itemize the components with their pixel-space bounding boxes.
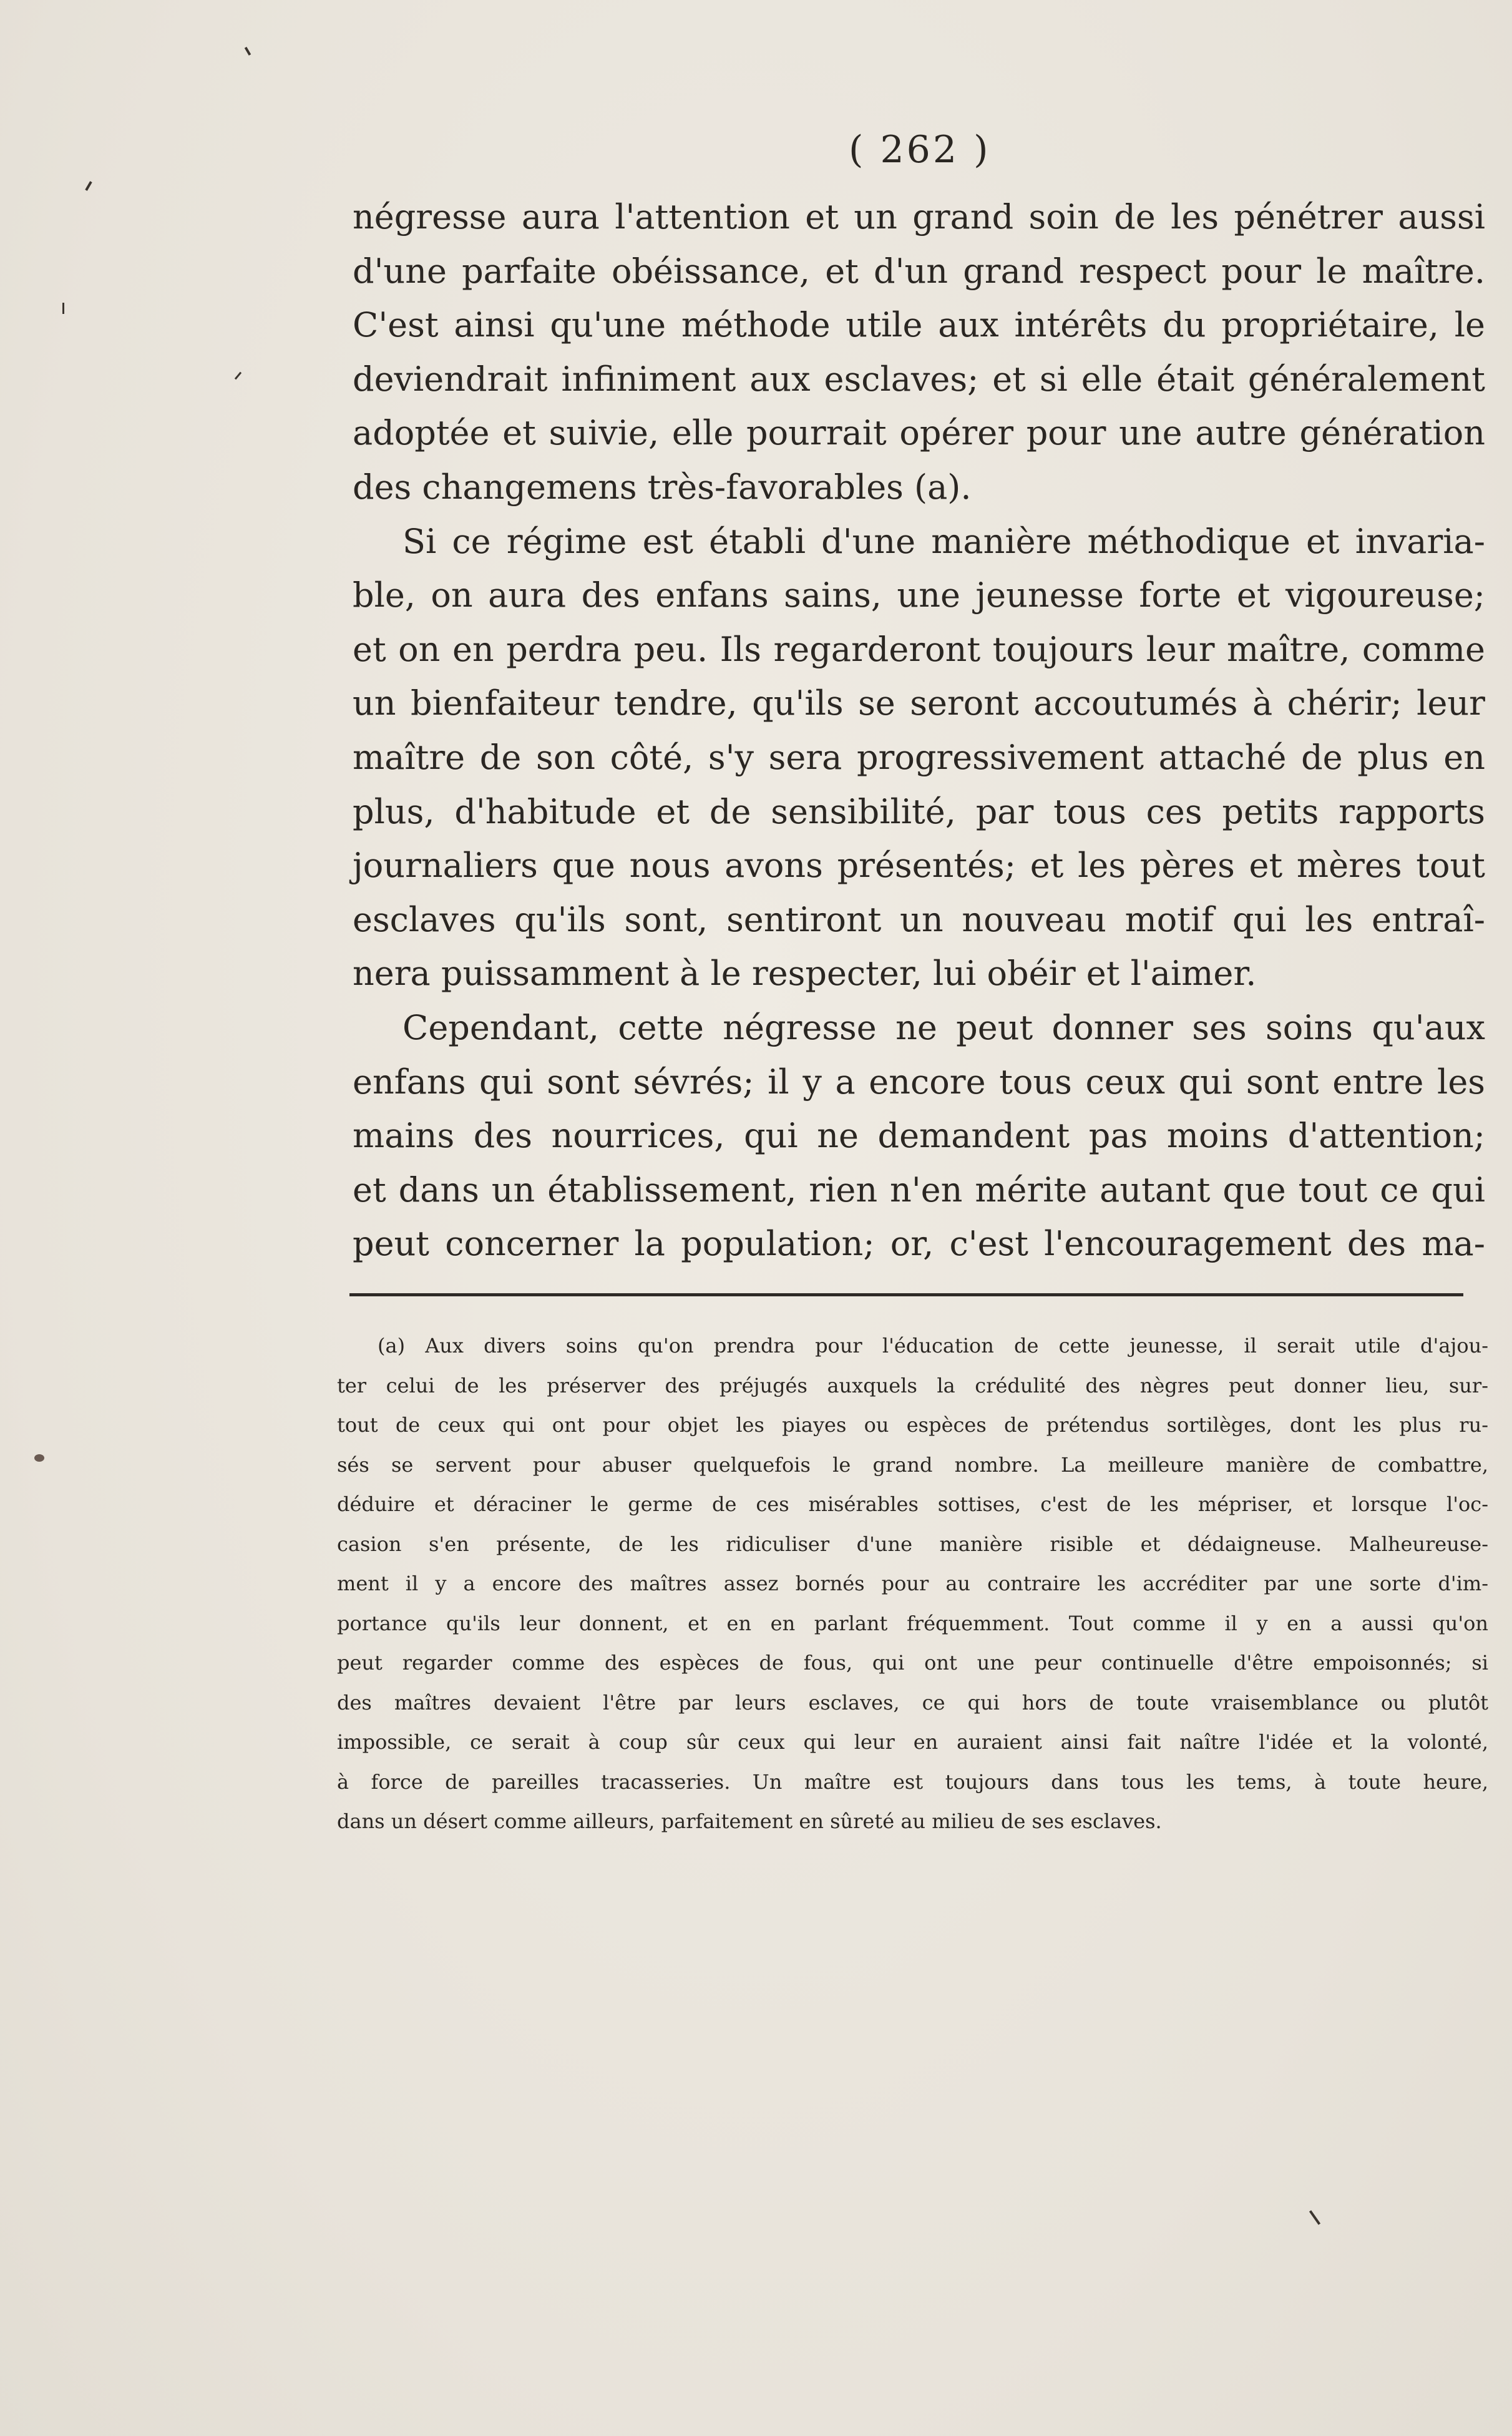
text-line: enfans qui sont sévrés; il y a encore tous ceux qui sont entre les	[353, 1062, 1485, 1102]
page-number: ( 262 )	[849, 128, 991, 172]
text-line: peut concerner la population; or, c'est l'encouragement des ma-	[353, 1224, 1485, 1264]
footnote-line: (a) Aux divers soins qu'on prendra pour l'éducation de cette jeunesse, il serait utile d'ajou-	[378, 1334, 1488, 1357]
paper-speck	[34, 1454, 44, 1462]
paper-speck	[62, 303, 64, 314]
footnote-line: déduire et déraciner le germe de ces misérables sottises, c'est de les mépriser, et lorsque l'oc-	[337, 1492, 1488, 1516]
footnote-line: sés se servent pour abuser quelquefois le grand nombre. La meilleure manière de combattre,	[337, 1452, 1488, 1477]
text-line: adoptée et suivie, elle pourrait opérer pour une autre génération	[353, 413, 1485, 453]
text-line: des changemens très-favorables (a).	[353, 467, 972, 507]
text-line: nera puissamment à le respecter, lui obéir et l'aimer.	[353, 954, 1257, 994]
paper-speck	[235, 372, 241, 380]
text-line: négresse aura l'attention et un grand soin de les pénétrer aussi	[353, 197, 1485, 237]
footnote-line: ment il y a encore des maîtres assez bornés pour au contraire les accréditer par une sorte d'im-	[337, 1572, 1488, 1595]
text-line: et on en perdra peu. Ils regarderont toujours leur maître, comme	[353, 629, 1485, 669]
footnote-line: peut regarder comme des espèces de fous, qui ont une peur continuelle d'être empoisonnés; si	[337, 1651, 1488, 1675]
text-line: esclaves qu'ils sont, sentiront un nouveau motif qui les entraî-	[353, 899, 1485, 939]
paper-speck	[245, 47, 251, 56]
text-line: journaliers que nous avons présentés; et les pères et mères tout	[353, 846, 1485, 886]
text-line: Cependant, cette négresse ne peut donner ses soins qu'aux	[402, 1007, 1485, 1047]
footnote-line: dans un désert comme ailleurs, parfaitement en sûreté au milieu de ses esclaves.	[337, 1809, 1162, 1833]
text-line: d'une parfaite obéissance, et d'un grand respect pour le maître.	[353, 251, 1485, 291]
footnote-line: impossible, ce serait à coup sûr ceux qui leur en auraient ainsi fait naître l'idée et la volonté,	[337, 1730, 1488, 1754]
text-line: ble, on aura des enfans sains, une jeunesse forte et vigoureuse;	[353, 575, 1485, 615]
footnote-line: tout de ceux qui ont pour objet les piayes ou espèces de prétendus sortilèges, dont les plus ru-	[337, 1413, 1488, 1437]
text-line: deviendrait infiniment aux esclaves; et si elle était généralement	[353, 359, 1485, 399]
footnote	[337, 1326, 1488, 1842]
text-line: maître de son côté, s'y sera progressivement attaché de plus en	[353, 737, 1485, 777]
text-line: un bienfaiteur tendre, qu'ils se seront accoutumés à chérir; leur	[353, 683, 1485, 723]
footnote-divider	[349, 1293, 1463, 1296]
footnote-line: des maîtres devaient l'être par leurs esclaves, ce qui hors de toute vraisemblance ou plutôt	[337, 1690, 1488, 1714]
text-line: mains des nourrices, qui ne demandent pas moins d'attention;	[353, 1116, 1485, 1156]
paper-speck	[85, 181, 92, 191]
text-line: Si ce régime est établi d'une manière méthodique et invaria-	[402, 521, 1485, 561]
footnote-line: casion s'en présente, de les ridiculiser d'une manière risible et dédaigneuse. Malheureuse-	[337, 1532, 1488, 1556]
main-text	[353, 190, 1485, 1271]
text-line: plus, d'habitude et de sensibilité, par tous ces petits rapports	[353, 791, 1485, 831]
paper-speck	[1309, 2210, 1320, 2225]
text-line: C'est ainsi qu'une méthode utile aux intérêts du propriétaire, le	[353, 305, 1485, 345]
footnote-line: portance qu'ils leur donnent, et en en parlant fréquemment. Tout comme il y en a aussi qu'on	[337, 1611, 1488, 1635]
footnote-line: à force de pareilles tracasseries. Un maître est toujours dans tous les tems, à toute heure,	[337, 1769, 1488, 1794]
text-line: et dans un établissement, rien n'en mérite autant que tout ce qui	[353, 1170, 1485, 1210]
footnote-line: ter celui de les préserver des préjugés auxquels la crédulité des nègres peut donner lieu, sur-	[337, 1373, 1488, 1397]
